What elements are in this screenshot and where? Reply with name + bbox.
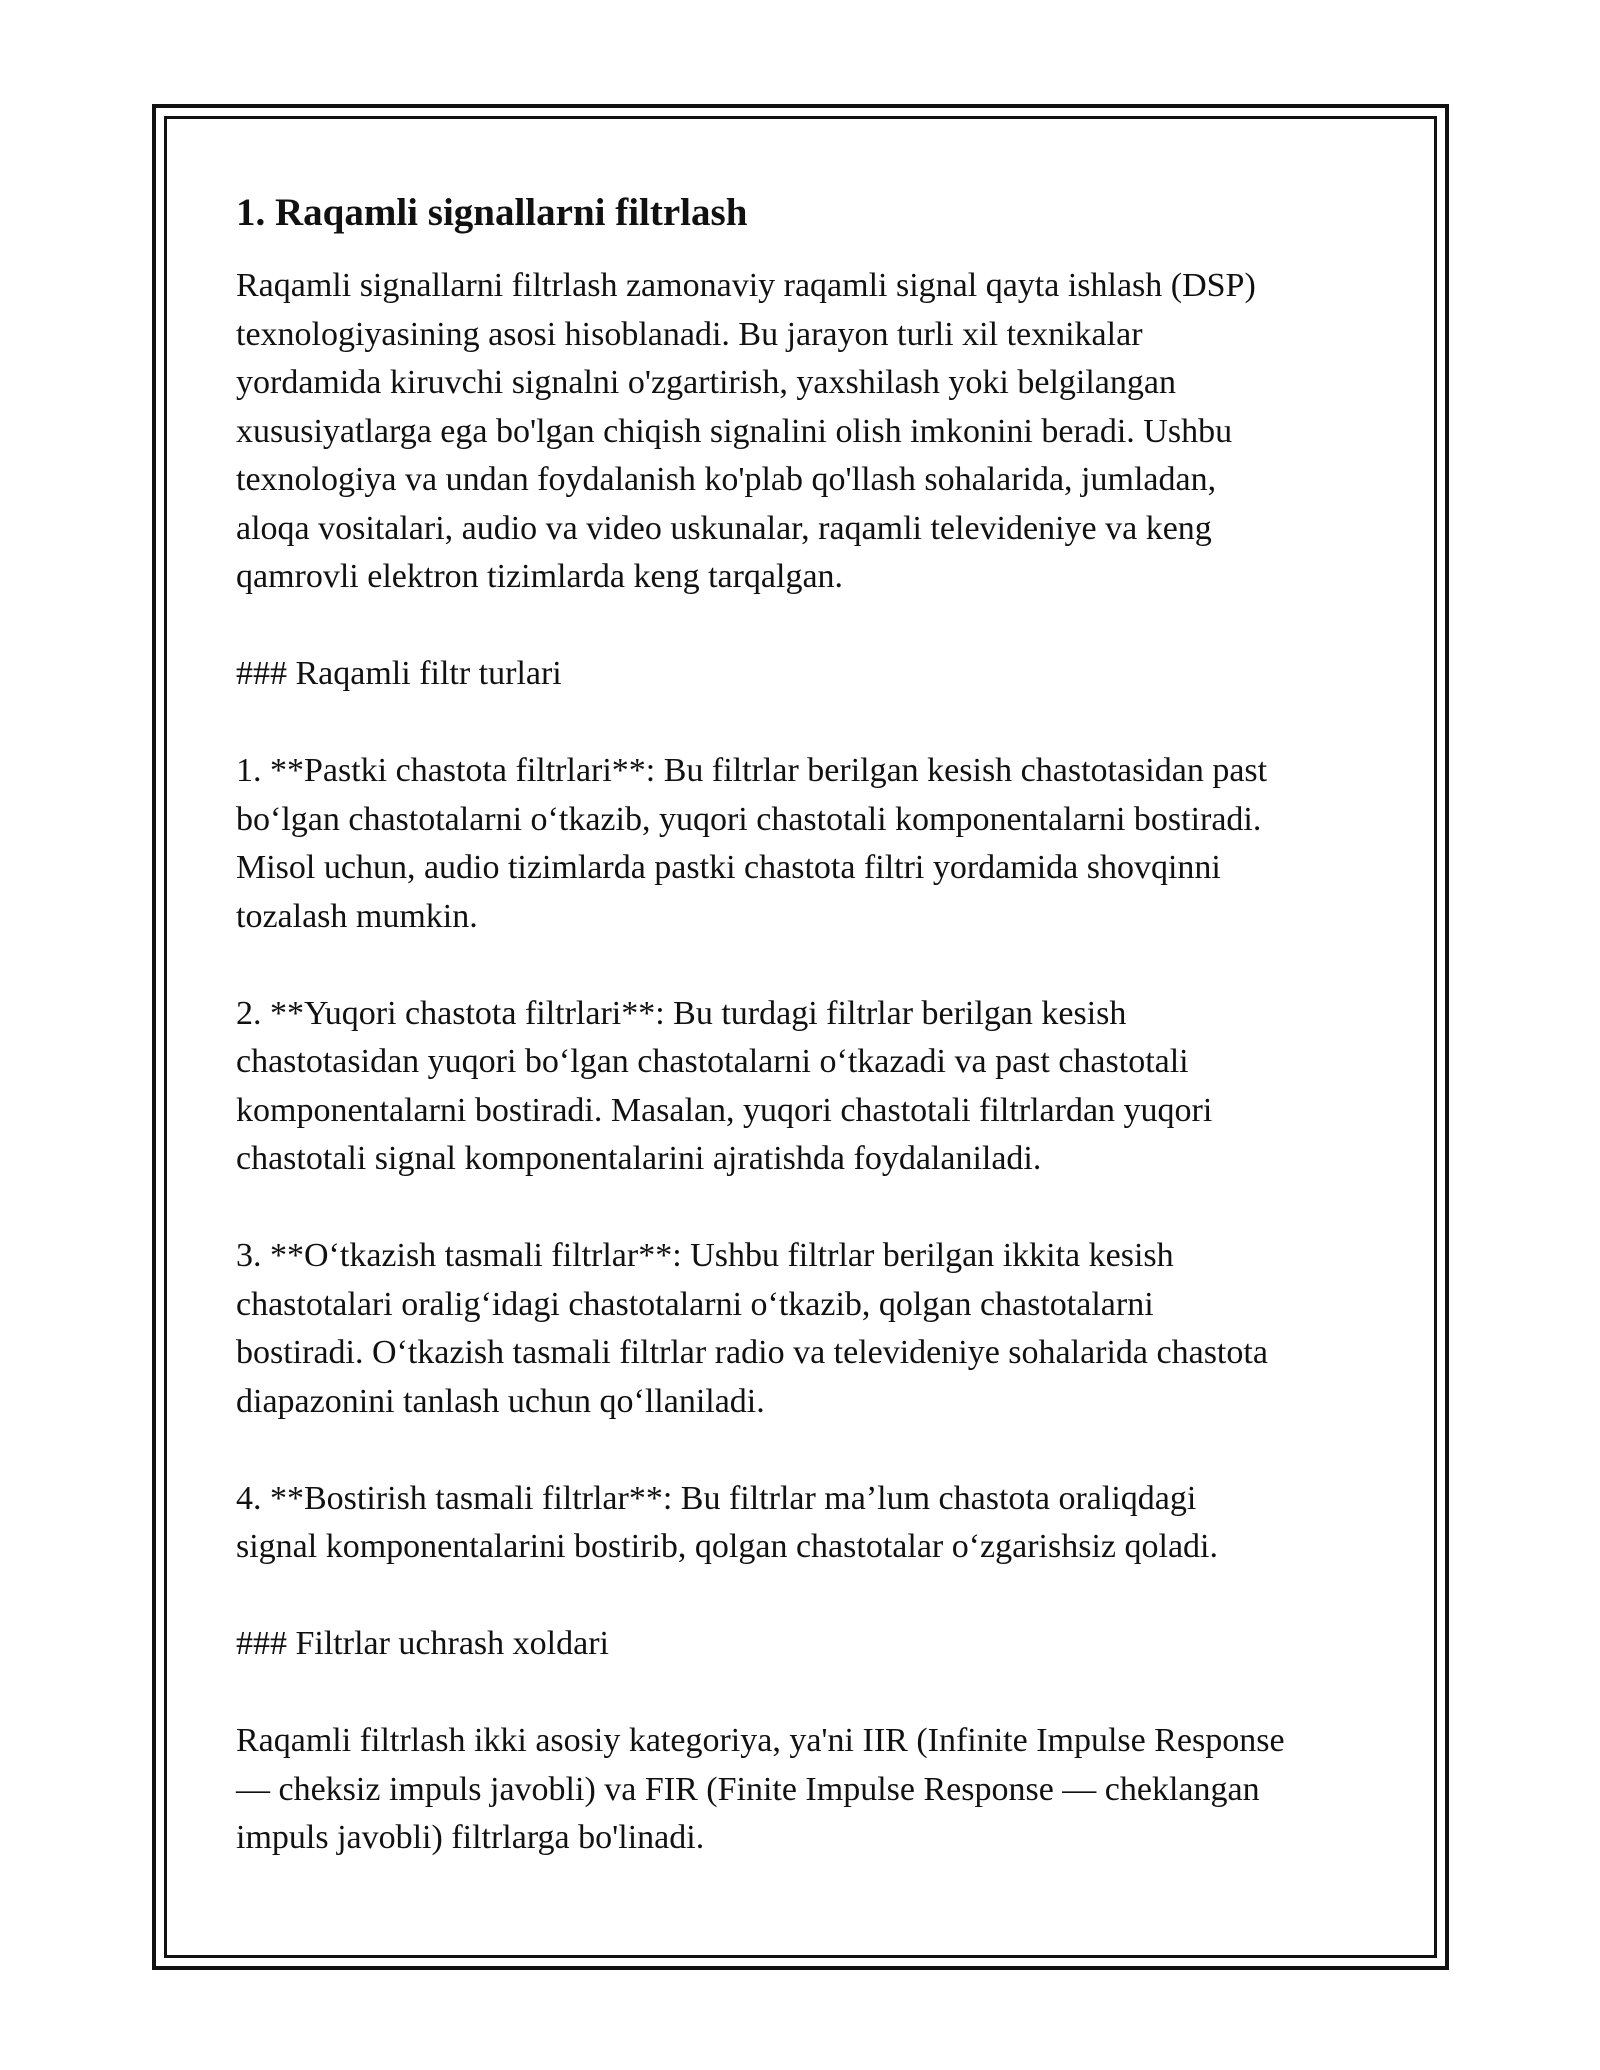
closing-paragraph: Raqamli filtrlash ikki asosiy kategoriya, ya'ni IIR (Infinite Impulse Response — cheksiz impuls javobli) va FIR (Finite Impulse Response — cheklangan impuls javobli) filtrlarga bo'linadi.: [236, 1722, 1285, 1856]
list-item-band-stop: 4. **Bostirish tasmali filtrlar**: Bu filtrlar ma’lum chastota oraliqdagi signal komponentalarini bostirib, qolgan chastotalar o‘zgarishsiz qoladi.: [236, 1479, 1218, 1565]
document-body: [236, 188, 1396, 1911]
section-heading-filter-types: ### Raqamli filtr turlari: [236, 655, 562, 692]
intro-paragraph: Raqamli signallarni filtrlash zamonaviy raqamli signal qayta ishlash (DSP) texnologiyasining asosi hisoblanadi. Bu jarayon turli xil texnikalar yordamida kiruvchi signalni o'zgartirish, yaxshilash yoki belgilangan xususiyatlarga ega bo'lgan chiqish signalini olish imkonini beradi. Ushbu texnologiya va undan foydalanish ko'plab qo'llash sohalarida, jumladan, aloqa vositalari, audio va video uskunalar, raqamli televideniye va keng qamrovli elektron tizimlarda keng tarqalgan.: [236, 267, 1256, 595]
list-item-band-pass: 3. **O‘tkazish tasmali filtrlar**: Ushbu filtrlar berilgan ikkita kesish chastotalari oralig‘idagi chastotalarni o‘tkazib, qolgan chastotalarni bostiradi. O‘tkazish tasmali filtrlar radio va televideniye sohalarida chastota diapazonini tanlash uchun qo‘llaniladi.: [236, 1237, 1268, 1420]
list-item-high-pass: 2. **Yuqori chastota filtrlari**: Bu turdagi filtrlar berilgan kesish chastotasidan yuqori bo‘lgan chastotalarni o‘tkazadi va past chastotali komponentalarni bostiradi. Masalan, yuqori chastotali filtrlardan yuqori chastotali signal komponentalarini ajratishda foydalaniladi.: [236, 994, 1213, 1177]
section-heading-filter-cases: ### Filtrlar uchrash xoldari: [236, 1625, 609, 1662]
list-item-low-pass: 1. **Pastki chastota filtrlari**: Bu filtrlar berilgan kesish chastotasidan past bo‘lgan chastotalarni o‘tkazib, yuqori chastotali komponentalarni bostiradi. Misol uchun, audio tizimlarda pastki chastota filtri yordamida shovqinni tozalash mumkin.: [236, 752, 1268, 935]
document-title: 1. Raqamli signallarni filtrlash: [236, 191, 748, 234]
